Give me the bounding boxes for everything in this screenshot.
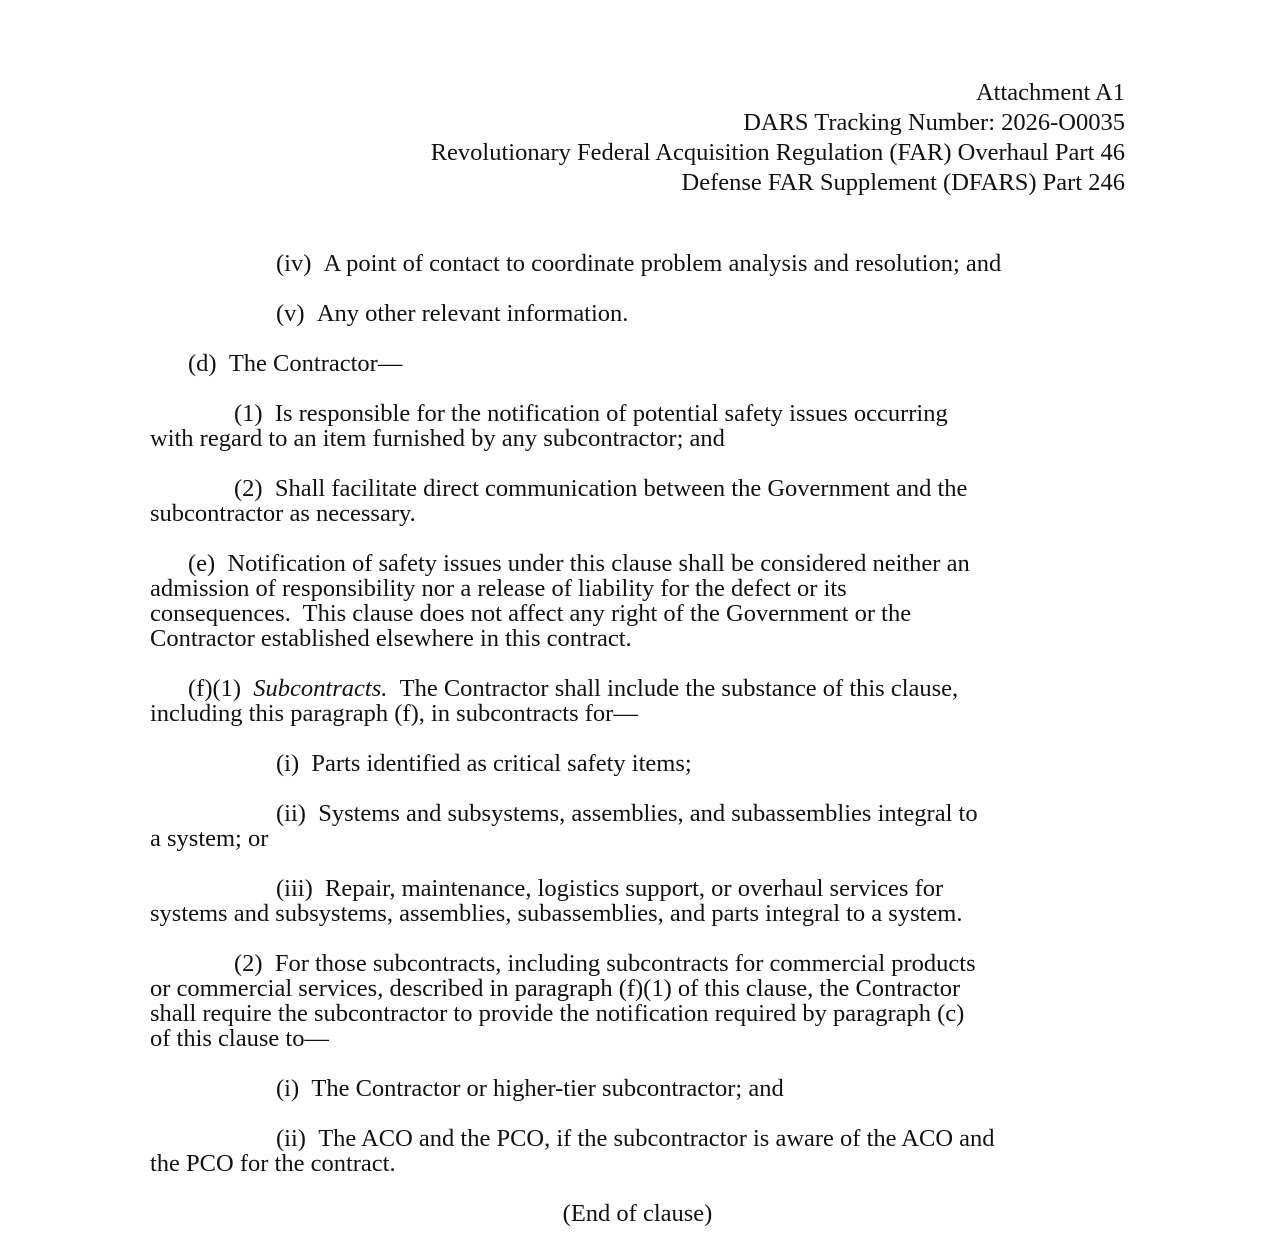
paragraph-text: of this clause to— <box>150 1025 329 1052</box>
paragraph-text: Shall facilitate direct communication between the Government and the <box>274 475 968 502</box>
paragraph-text: consequences. This clause does not affect any right of the Government or the <box>150 600 912 627</box>
paragraph-f-1-iii <box>150 876 1135 926</box>
paragraph-number: (ii) <box>276 1125 306 1152</box>
paragraph-number: (1) <box>234 400 263 427</box>
paragraph-text: systems and subsystems, assemblies, subassemblies, and parts integral to a system. <box>150 900 963 927</box>
paragraph-text: For those subcontracts, including subcontracts for commercial products <box>274 950 976 977</box>
paragraph-text: A point of contact to coordinate problem analysis and resolution; and <box>323 250 1002 277</box>
paragraph-text: Is responsible for the notification of potential safety issues occurring <box>274 400 948 427</box>
paragraph-number: (ii) <box>276 800 306 827</box>
header-dfars-part: Defense FAR Supplement (DFARS) Part 246 <box>681 169 1125 196</box>
paragraph-text: The Contractor or higher-tier subcontractor; and <box>311 1075 784 1102</box>
paragraph-number: (i) <box>276 1075 300 1102</box>
paragraph-number: (2) <box>234 950 263 977</box>
paragraph-text: Notification of safety issues under this clause shall be considered neither an <box>227 550 970 577</box>
paragraph-f-1 <box>150 676 1135 726</box>
paragraph-e <box>150 551 1135 651</box>
paragraph-number: (e) <box>188 550 216 577</box>
header-attachment: Attachment A1 <box>975 79 1125 106</box>
paragraph-number: (f)(1) <box>188 675 242 702</box>
paragraph-number: (iv) <box>276 250 312 277</box>
paragraph-text: Any other relevant information. <box>316 300 629 327</box>
paragraph-text: a system; or <box>150 825 269 852</box>
paragraph-text: Parts identified as critical safety items; <box>311 750 692 777</box>
paragraph-d-2 <box>150 476 1135 526</box>
paragraph-f-2-i <box>150 1076 1135 1101</box>
paragraph-text: with regard to an item furnished by any subcontractor; and <box>150 425 725 452</box>
paragraph-text: shall require the subcontractor to provide the notification required by paragraph (c) <box>150 1000 965 1027</box>
paragraph-f-1-i <box>150 751 1135 776</box>
paragraph-d-1 <box>150 401 1135 451</box>
paragraph-text: Repair, maintenance, logistics support, or overhaul services for <box>325 875 944 902</box>
paragraph-d <box>150 351 1135 376</box>
paragraph-text: The Contractor shall include the substance of this clause, <box>399 675 959 702</box>
paragraph-text: Contractor established elsewhere in this contract. <box>150 625 632 652</box>
paragraph-number: (2) <box>234 475 263 502</box>
paragraph-text: admission of responsibility nor a release of liability for the defect or its <box>150 575 847 602</box>
paragraph-text: The ACO and the PCO, if the subcontractor is aware of the ACO and <box>318 1125 995 1152</box>
paragraph-number: (i) <box>276 750 300 777</box>
paragraph-f-2 <box>150 951 1135 1051</box>
header-tracking-number: DARS Tracking Number: 2026-O0035 <box>743 109 1125 136</box>
paragraph-number: (iii) <box>276 875 313 902</box>
paragraph-f-2-ii <box>150 1126 1135 1176</box>
paragraph-text: subcontractor as necessary. <box>150 500 416 527</box>
paragraph-c-v <box>150 301 1135 326</box>
paragraph-text: including this paragraph (f), in subcontracts for— <box>150 700 638 727</box>
end-of-clause: (End of clause) <box>562 1200 713 1227</box>
paragraph-text: the PCO for the contract. <box>150 1150 396 1177</box>
paragraph-number: (v) <box>276 300 305 327</box>
paragraph-text: The Contractor— <box>228 350 403 377</box>
paragraph-heading: Subcontracts. <box>253 675 388 702</box>
paragraph-number: (d) <box>188 350 217 377</box>
header-far-part: Revolutionary Federal Acquisition Regulation (FAR) Overhaul Part 46 <box>430 139 1125 166</box>
paragraph-text: Systems and subsystems, assemblies, and subassemblies integral to <box>318 800 978 827</box>
paragraph-f-1-ii <box>150 801 1135 851</box>
paragraph-text: or commercial services, described in paragraph (f)(1) of this clause, the Contractor <box>150 975 961 1002</box>
paragraph-c-iv <box>150 251 1135 276</box>
page-header <box>431 78 1125 198</box>
